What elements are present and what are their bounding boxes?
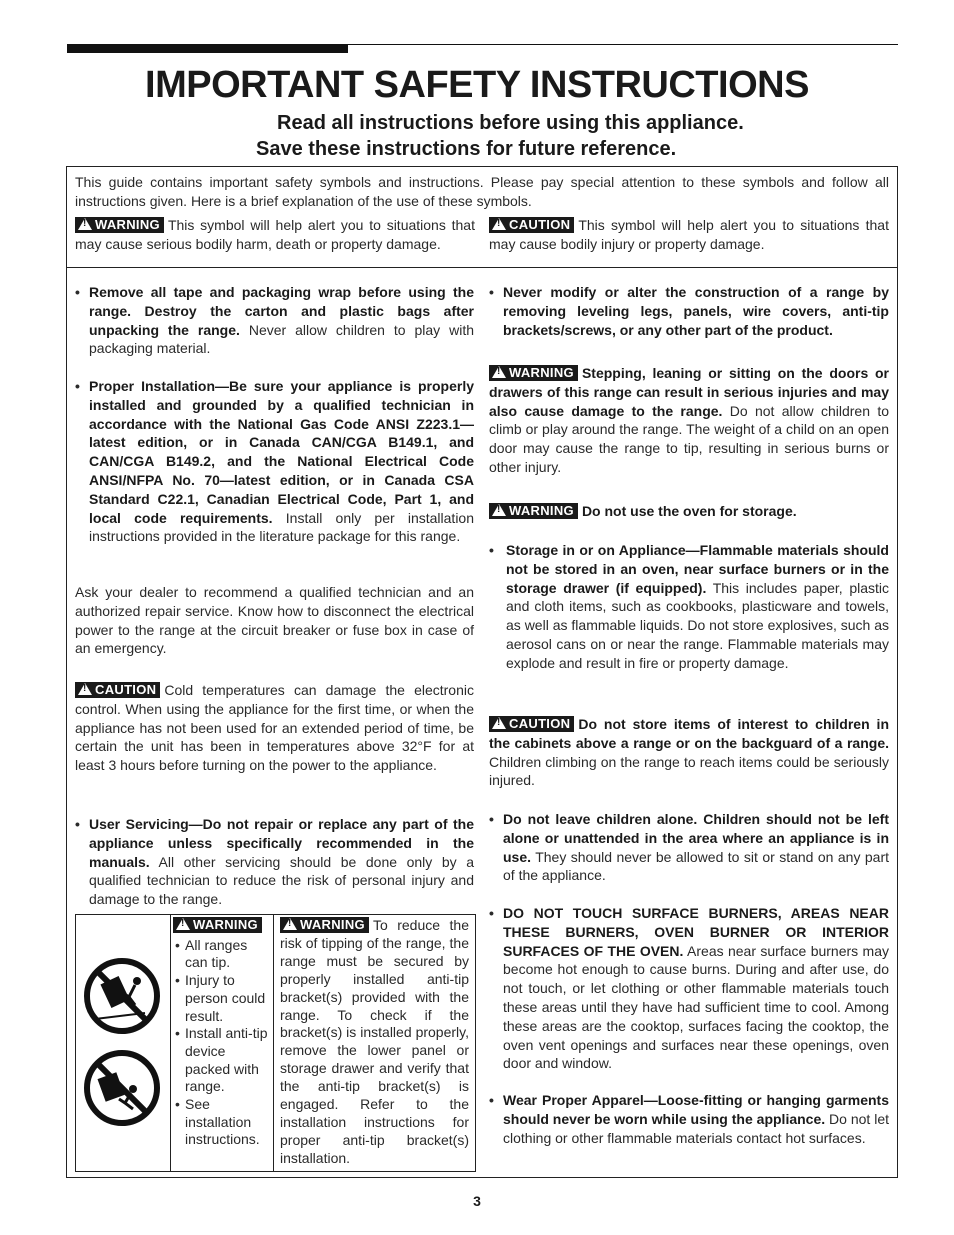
cold-caution-paragraph: ! CAUTION Cold temperatures can damage the electronic control. When using the appliance for the first time, or when the appliance has not been used for an extended period of time, be certain the unit has been in temperatures above 32°F for at least 3 hours before turning on the power to the appliance. [75,682,474,774]
warning-triangle-icon: ! [492,504,506,516]
caution-badge: ! CAUTION [489,217,574,233]
servicing-bullet: • User Servicing—Do not repair or replace any part of the appliance unless specifically recommended in the manuals. All other servicing should be done only by a qualified technician to reduce the risk of personal injury and damage to the range. [75,816,474,908]
warning-triangle-icon: ! [176,918,190,930]
intro-text: This guide contains important safety symbols and instructions. Please pay special attention to these symbols and follow all instructions given. Here is a brief explanation of the use of these symbols. [75,174,889,209]
warning-triangle-icon: ! [492,717,506,729]
list-item: • Install anti-tip device packed with range. [173,1025,273,1096]
no-climbing-range-icon [83,1049,161,1127]
dealer-paragraph: Ask your dealer to recommend a qualified technician and an authorized repair service. Know how to disconnect the electrical power to the range at the circuit breaker or fuse box in case of an emergency. [75,584,474,657]
page-title: IMPORTANT SAFETY INSTRUCTIONS [145,64,809,106]
children-caution-paragraph: ! CAUTION Do not store items of interest to children in the cabinets above a range or on the backguard of a range. Children climbing on the range to reach items could be seriously injured. [489,716,889,789]
warning-triangle-icon: ! [78,683,92,695]
warning-badge: ! WARNING [173,917,262,933]
caution-symbol-explanation: ! CAUTION This symbol will help alert you to situations that may cause bodily injury or property damage. [489,217,889,252]
warning-badge: ! WARNING [75,217,164,233]
surface-burners-bullet: • DO NOT TOUCH SURFACE BURNERS, AREAS NEAR THESE BURNERS, OVEN BURNER OR INTERIOR SURFACES OF THE OVEN. Areas near surface burners may become hot enough to cause burns. During and after use, do not touch, or let clothing or other flammable materials touch these areas until they have had sufficient time to cool. Among these areas are the cooktop, surfaces facing the cooktop, the oven vent openings and surfaces near these openings, oven door and window. [489,905,889,1072]
header-rule-thin [348,44,898,45]
stepping-warning-paragraph: ! WARNING Stepping, leaning or sitting on the doors or drawers of this range can result in serious injuries and may also cause damage to the range. Do not allow children to climb or play around the range. The weight of a child on an open door may cause the range to tip, resulting in serious burns or other injury. [489,365,890,475]
intro-divider [66,267,898,268]
no-tipping-range-icon [83,957,161,1035]
warning-triangle-icon: ! [492,366,506,378]
list-item: • See installation instructions. [173,1096,273,1149]
anti-tip-box [75,914,476,1172]
page-number: 3 [473,1193,481,1209]
apparel-bullet: • Wear Proper Apparel—Loose-fitting or hanging garments should never be worn while using the appliance. Do not let clothing or other flammable materials contact hot surfaces. [489,1092,889,1146]
anti-tip-warning-list [173,917,273,1149]
header-rule-thick [67,44,348,53]
warning-symbol-explanation: ! WARNING This symbol will help alert you to situations that may cause serious bodily harm, death or property damage. [75,217,475,252]
list-item: • All ranges can tip. [173,937,273,972]
modify-bullet: • Never modify or alter the construction of a range by removing leveling legs, panels, wire covers, anti-tip brackets/screws, or any other part of the product. [489,284,889,338]
storage-warning-line: ! WARNING Do not use the oven for storage. [489,502,889,521]
warning-triangle-icon: ! [492,218,506,230]
caution-badge: ! CAUTION [75,682,160,698]
caution-badge: ! CAUTION [489,716,574,732]
warning-badge: ! WARNING [489,365,578,381]
children-alone-bullet: • Do not leave children alone. Children should not be left alone or unattended in the area where an appliance is in use. They should never be allowed to sit or stand on any part of the appliance. [489,811,890,884]
warning-triangle-icon: ! [283,918,297,930]
storage-bullet: • Storage in or on Appliance—Flammable materials should not be stored in an oven, near surface burners or in the storage drawer (if equipped). This includes paper, plastic and cloth items, such as cookbooks, plasticware and towels, as well as flammable liquids. Do not store explosives, such as aerosol cans on or near the range. Flammable materials may explode and result in fire or property damage. [489,542,890,671]
tape-bullet: • Remove all tape and packaging wrap before using the range. Destroy the carton and plastic bags after unpacking the range. Never allow children to play with packaging material. [75,284,475,357]
warning-triangle-icon: ! [78,218,92,230]
list-item: • Injury to person could result. [173,972,273,1025]
installation-bullet: • Proper Installation—Be sure your appliance is properly installed and grounded by a qualified technician in accordance with the National Gas Code ANSI Z223.1—latest edition, or in Canada CAN/CGA B149.1, and CAN/CGA B149.2, and the National Electrical Code ANSI/NFPA No. 70—latest edition, or in Canada CSA Standard C22.1, Canadian Electrical Code, Part 1, and local code requirements. Install only per installation instructions provided in the literature package for this range. [75,378,474,545]
subtitle-line-1: Read all instructions before using this appliance. [277,112,744,134]
warning-badge: ! WARNING [280,917,369,933]
warning-badge: ! WARNING [489,503,578,519]
subtitle-line-2: Save these instructions for future reference. [256,138,677,160]
anti-tip-warning-text: ! WARNING To reduce the risk of tipping of the range, the range must be secured by properly installed anti-tip bracket(s) provided with the range. To check if the bracket(s) is installed properly, remove the lower panel or storage drawer and verify that the anti-tip bracket(s) is engaged. Refer to the installation instructions for proper anti-tip bracket(s) installation. [280,917,469,1166]
